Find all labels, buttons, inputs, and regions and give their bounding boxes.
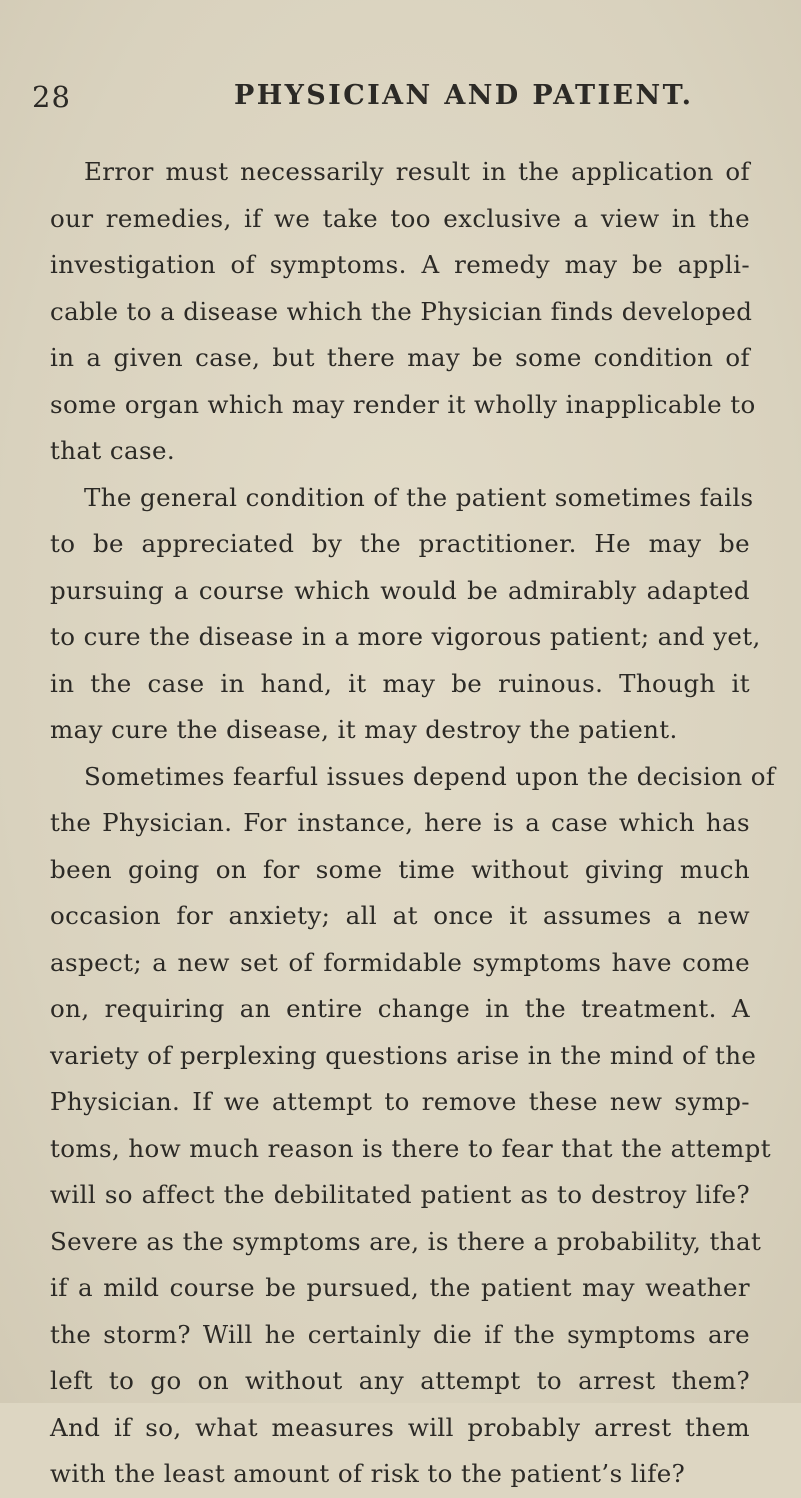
body-text (50, 149, 776, 1498)
text-line: And if so, what measures will probably arrest them (50, 1412, 750, 1442)
text-line: pursuing a course which would be admirably adapted (50, 575, 750, 605)
text-line: some organ which may render it wholly inapplicable to (50, 389, 756, 419)
text-line: to cure the disease in a more vigorous patient; and yet, (50, 622, 761, 651)
page-number: 28 (32, 80, 71, 114)
text-line: Severe as the symptoms are, is there a probability, that (50, 1226, 762, 1256)
text-line: in the case in hand, it may be ruinous. Though it (50, 668, 750, 698)
text-line: The general condition of the patient sometimes fails (84, 482, 754, 512)
text-line: on, requiring an entire change in the treatment. A (50, 994, 750, 1023)
paragraph-3 (50, 754, 776, 1498)
text-line: in a given case, but there may be some condition of (50, 343, 750, 372)
text-line: to be appreciated by the practitioner. He may be (50, 529, 750, 558)
text-line: occasion for anxiety; all at once it assumes a new (50, 901, 750, 930)
text-line: the Physician. For instance, here is a case which has (50, 808, 750, 837)
text-line: toms, how much reason is there to fear that the attempt (50, 1133, 771, 1163)
text-line: variety of perplexing questions arise in the mind of the (50, 1040, 757, 1070)
paragraph-2 (50, 475, 761, 754)
text-line: if a mild course be pursued, the patient may weather (50, 1273, 750, 1302)
text-line: may cure the disease, it may destroy the patient. (50, 715, 678, 744)
text-line: with the least amount of risk to the patient’s life? (50, 1459, 686, 1488)
text-line: left to go on without any attempt to arrest them? (50, 1366, 750, 1395)
text-line: will so affect the debilitated patient as to destroy life? (50, 1180, 750, 1209)
running-title: PHYSICIAN AND PATIENT. (234, 80, 694, 111)
text-line: Physician. If we attempt to remove these new symp- (50, 1087, 750, 1116)
text-line: that case. (50, 436, 176, 465)
page-header (32, 80, 741, 120)
text-line: Sometimes fearful issues depend upon the decision of (84, 761, 776, 791)
text-line: been going on for some time without giving much (50, 854, 750, 884)
text-line: Error must necessarily result in the application of (84, 157, 750, 186)
text-line: cable to a disease which the Physician finds developed (50, 296, 753, 326)
text-line: aspect; a new set of formidable symptoms have come (50, 947, 750, 977)
text-line: the storm? Will he certainly die if the symptoms are (50, 1319, 750, 1349)
text-line: investigation of symptoms. A remedy may be appli- (50, 250, 750, 279)
paragraph-1 (50, 149, 756, 475)
text-line: our remedies, if we take too exclusive a view in the (50, 203, 750, 233)
